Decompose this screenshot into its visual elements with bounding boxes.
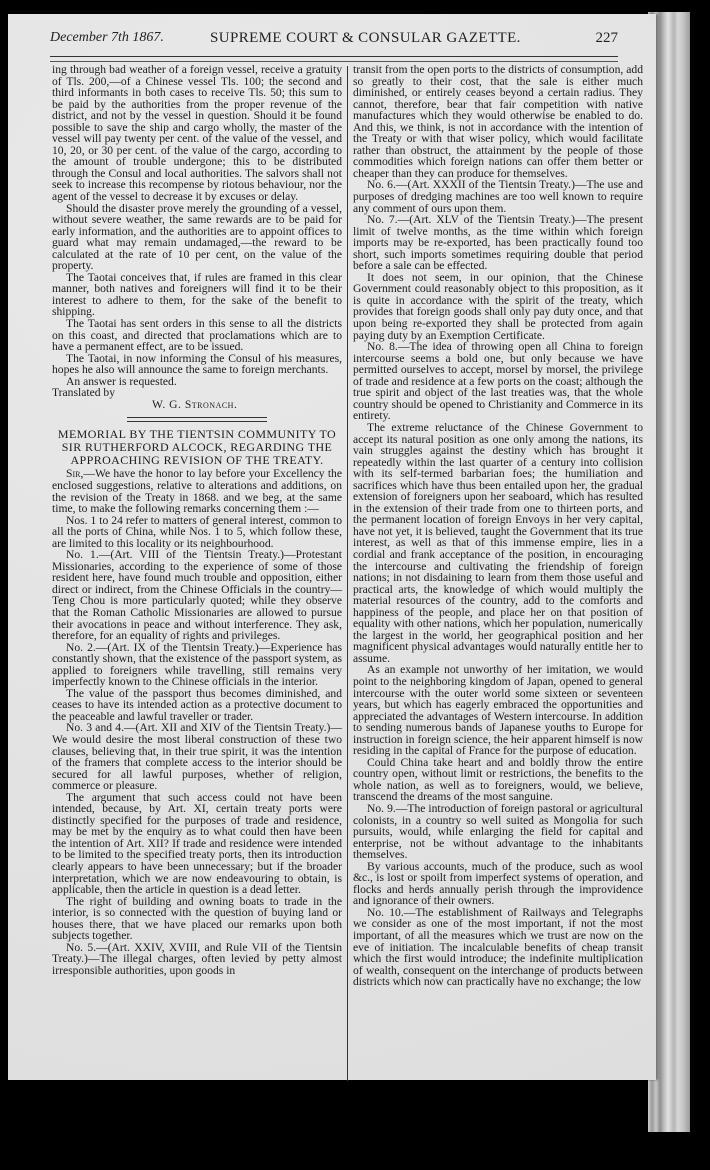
- right-column: [353, 64, 643, 988]
- paragraph-no-1: No. 1.—(Art. VIII of the Tientsin Treaty.)—Protestant Missionaries, according to the experience of some of those resident here, have found much trouble and opposition, either direct or indirect, from the Chinese Officials in the country—Teng Chou is more particularly quoted; while they observe that the Roman Catholic Missionaries are allowed to pursue their avocations in peace and without interference. They ask, therefore, for an equality of rights and privileges.: [52, 548, 342, 643]
- memorial-intro: [52, 468, 342, 514]
- paragraph-no-7: No. 7.—(Art. XLV of the Tientsin Treaty.)—The present limit of twelve months, as the time within which foreign imports may be re-exported, has been practically found too short, such imports sometimes requiring double that period before a sale can be effected.: [353, 213, 643, 273]
- running-header: [50, 30, 618, 50]
- paragraph-taotai-informing: The Taotai, in now informing the Consul of his measures, hopes he also will announce the same to foreign merchants.: [52, 351, 342, 377]
- paragraph-taotai-orders: The Taotai has sent orders in this sense to all the districts on this coast, and directed that proclamations which are to have a permanent effect, are to be issued.: [52, 317, 342, 354]
- answer-requested: An answer is requested.: [66, 374, 177, 388]
- paragraph-japan: As an example not unworthy of her imitation, we would point to the neighboring kingdom of Japan, opened to general intercourse with the outer world some sixteen or seventeen years, but which has eagerly embraced the opportunities and appreciated the advantages of Western intercourse. In addition to sending numerous bands of Japanese youths to Europe for instruction in foreign science, the heir apparent himself is now residing in the capital of France for the purpose of education.: [353, 663, 643, 758]
- paragraph-reluctance: The extreme reluctance of the Chinese Government to accept its natural position as one only among the nations, its vain struggles against the destiny which has brought it repeatedly within the last quarter of a century into collision with its self-termed barbarian foes; the humiliation and sacrifices which have thus been entailed upon her, the gradual extension of foreigners upon her seaboard, which has resulted in the extension of their trade from one to thirteen ports, and the permanent location of foreign Envoys in her very capital, have not yet, it is believed, taught the Government that its true interest, as well as that of this immense empire, lies in a cordial and frank acceptance of the position, in encouraging the intercourse and cultivating the friendship of foreign nations; in not disdaining to learn from them those useful and practical arts, the knowledge of which would multiply the material resources of the country, add to the comforts and happiness of the people, and place her on that position of equality with other nations, which her population, numerically the largest in the world, her geographical position and her magnificent physical advantages would naturally entitle her to assume.: [353, 420, 643, 665]
- issue-date: December 7th 1867.: [50, 30, 164, 45]
- paragraph-no-9: No. 9.—The introduction of foreign pastoral or agricultural colonists, in a country so well suited as Mongolia for such pursuits, would, while enlarging the field for capital and enterprise, not be without advantage to the inhabitants themselves.: [353, 802, 643, 862]
- paragraph-no-3-4: No. 3 and 4.—(Art. XII and XIV of the Tientsin Treaty.)—We would desire the most liberal construction of these two clauses, believing that, in their true spirit, it was the intention of the framers that complete access to the interior should be secured for all lawful purposes, whether of religion, commerce or pleasure.: [52, 721, 342, 793]
- paragraph-no-10: No. 10.—The establishment of Railways and Telegraphs we consider as one of the most important, if not the most important, of all the measures which we trust are now on the eve of initiation. The incalculable benefits of cheap transit which the first would introduce; the indefinite multiplication of wealth, consequent on the interchange of products between districts which now can practically have no exchange; the low: [353, 905, 643, 989]
- paragraph-no-6: No. 6.—(Art. XXXII of the Tientsin Treaty.)—The use and purposes of dredging machines are too well known to require any comment of ours upon them.: [353, 178, 643, 215]
- paragraph-no-2: No. 2.—(Art. IX of the Tientsin Treaty.)—Experience has constantly shown, that the existence of the passport system, as applied to foreigners while travelling, still remains very imperfectly known to the Chinese officials in the interior.: [52, 640, 342, 689]
- paragraph-passport-value: The value of the passport thus becomes diminished, and ceases to have its intended action as a protective document to the peaceable and lawful traveller or trader.: [52, 686, 342, 723]
- paragraph-opinion: It does not seem, in our opinion, that the Chinese Government could reasonably object to this proposition, as it is quite in accordance with the spirit of the treaty, which provides that foreign goods shall only pay duty once, and that upon being re-exported they shall be protected from again paying duty by an Exemption Certificate.: [353, 270, 643, 342]
- publication-title: SUPREME COURT & CONSULAR GAZETTE.: [210, 30, 521, 46]
- paragraph-accounts: By various accounts, much of the produce, such as wool &c., is lost or spoilt from imperfect systems of operation, and flocks and herds annually perish through the improvidence and ignorance of their owners.: [353, 859, 643, 908]
- page-number: 227: [595, 30, 618, 46]
- memorial-intro-text: —We have the honor to lay before your Excellency the enclosed suggestions, relative to alterations and additions, on the revision of the Treaty in 1868. and we beg, at the same time, to make the following remarks concerning them :—: [52, 467, 342, 516]
- newspaper-page: [8, 14, 656, 1080]
- column-divider: [347, 66, 348, 1081]
- salutation: Sir,: [66, 467, 84, 481]
- left-column: [52, 64, 342, 976]
- paragraph-could-china: Could China take heart and and boldly throw the entire country open, without limit or restrictions, the benefits to the whole nation, as well as to foreigners, would, we believe, transcend the dreams of the most sanguine.: [353, 755, 643, 804]
- paragraph-boats: The right of building and owning boats to trade in the interior, is so connected with the question of buying land or houses there, that we have placed our remarks upon both subjects together.: [52, 894, 342, 943]
- section-divider: [127, 417, 267, 422]
- paragraph-nos-1-24: Nos. 1 to 24 refer to matters of general interest, common to all the ports of China, while Nos. 1 to 5, which follow these, are limited to this locality or its neighbourhood.: [52, 513, 342, 550]
- paragraph-salvage-rewards: ing through bad weather of a foreign vessel, receive a gratuity of Tls. 200,—of a Chinese vessel Tls. 100; the second and third informants in both cases to receive Tls. 50; this sum to be paid by the authorities from the proper revenue of the district, and not by the vessel in question. Should it be found possible to save the ship and cargo wholly, the master of the vessel will pay twenty per cent. of the value of the vessel, and 10, 20, or 30 per cent. of the value of the cargo, according to the amount of trouble undergone; this to be distributed through the Consul and local authorities. The salvors shall not seek to increase this recompense by riotous behaviour, nor the agent of the vessel to decrease it by excuses or delay.: [52, 63, 342, 204]
- header-rule: [50, 56, 618, 62]
- paragraph-grounding: Should the disaster prove merely the grounding of a vessel, without severe weather, the same rewards are to be paid for early information, and the authorities are to appoint offices to guard what may remain undamaged,—the reward to be calculated at the rate of 10 per cent, on the value of the property.: [52, 201, 342, 273]
- paragraph-no-8: No. 8.—The idea of throwing open all China to foreign intercourse seems a bold one, but only because we have permitted ourselves to accept, morsel by morsel, the privilege of trade and residence at a few ports on the coast; although the true spirit and object of the last treaties was, that the whole country should be opened to Christianity and Commerce in its entirety.: [353, 340, 643, 423]
- translator-name: W. G. Stronach.: [152, 397, 238, 411]
- paragraph-taotai-conceives: The Taotai conceives that, if rules are framed in this clear manner, both natives and foreigners will find it to be their interest to adhere to them, for the sake of the benefit to shipping.: [52, 270, 342, 319]
- paragraph-transit: transit from the open ports to the districts of consumption, add so greatly to their cost, that the sale is either much diminished, or entirely ceases beyond a certain radius. They cannot, therefore, bear that fair competition with native manufactures which they would otherwise be enabled to do. And this, we think, is not in accordance with the intention of the Treaty or with that wiser policy, which would facilitate rather than obstruct, the attainment by the people of those commodities which foreign nations can offer them better or cheaper than they can produce for themselves.: [353, 63, 643, 180]
- paragraph-no-5: No. 5.—(Art. XXIV, XVIII, and Rule VII of the Tientsin Treaty.)—The illegal charges, often levied by petty almost irresponsible authorities, upon goods in: [52, 940, 342, 977]
- paragraph-argument: The argument that such access could not have been intended, because, by Art. XI, certain treaty ports were distinctly specified for the purposes of trade and residence, may be met by the enquiry as to what could then have been the intention of Art. XII? If trade and residence were intended to be limited to the specified treaty ports, then its introduction clearly appears to have been unnecessary; but if the broader interpretation, which we are now endeavouring to obtain, is applicable, then the article in question is a dead letter.: [52, 790, 342, 897]
- translated-by-label: Translated by: [52, 386, 116, 400]
- memorial-heading: MEMORIAL BY THE TIENTSIN COMMUNITY TO SIR RUTHERFORD ALCOCK, REGARDING THE APPROACHING REVISION OF THE TREATY.: [57, 427, 337, 468]
